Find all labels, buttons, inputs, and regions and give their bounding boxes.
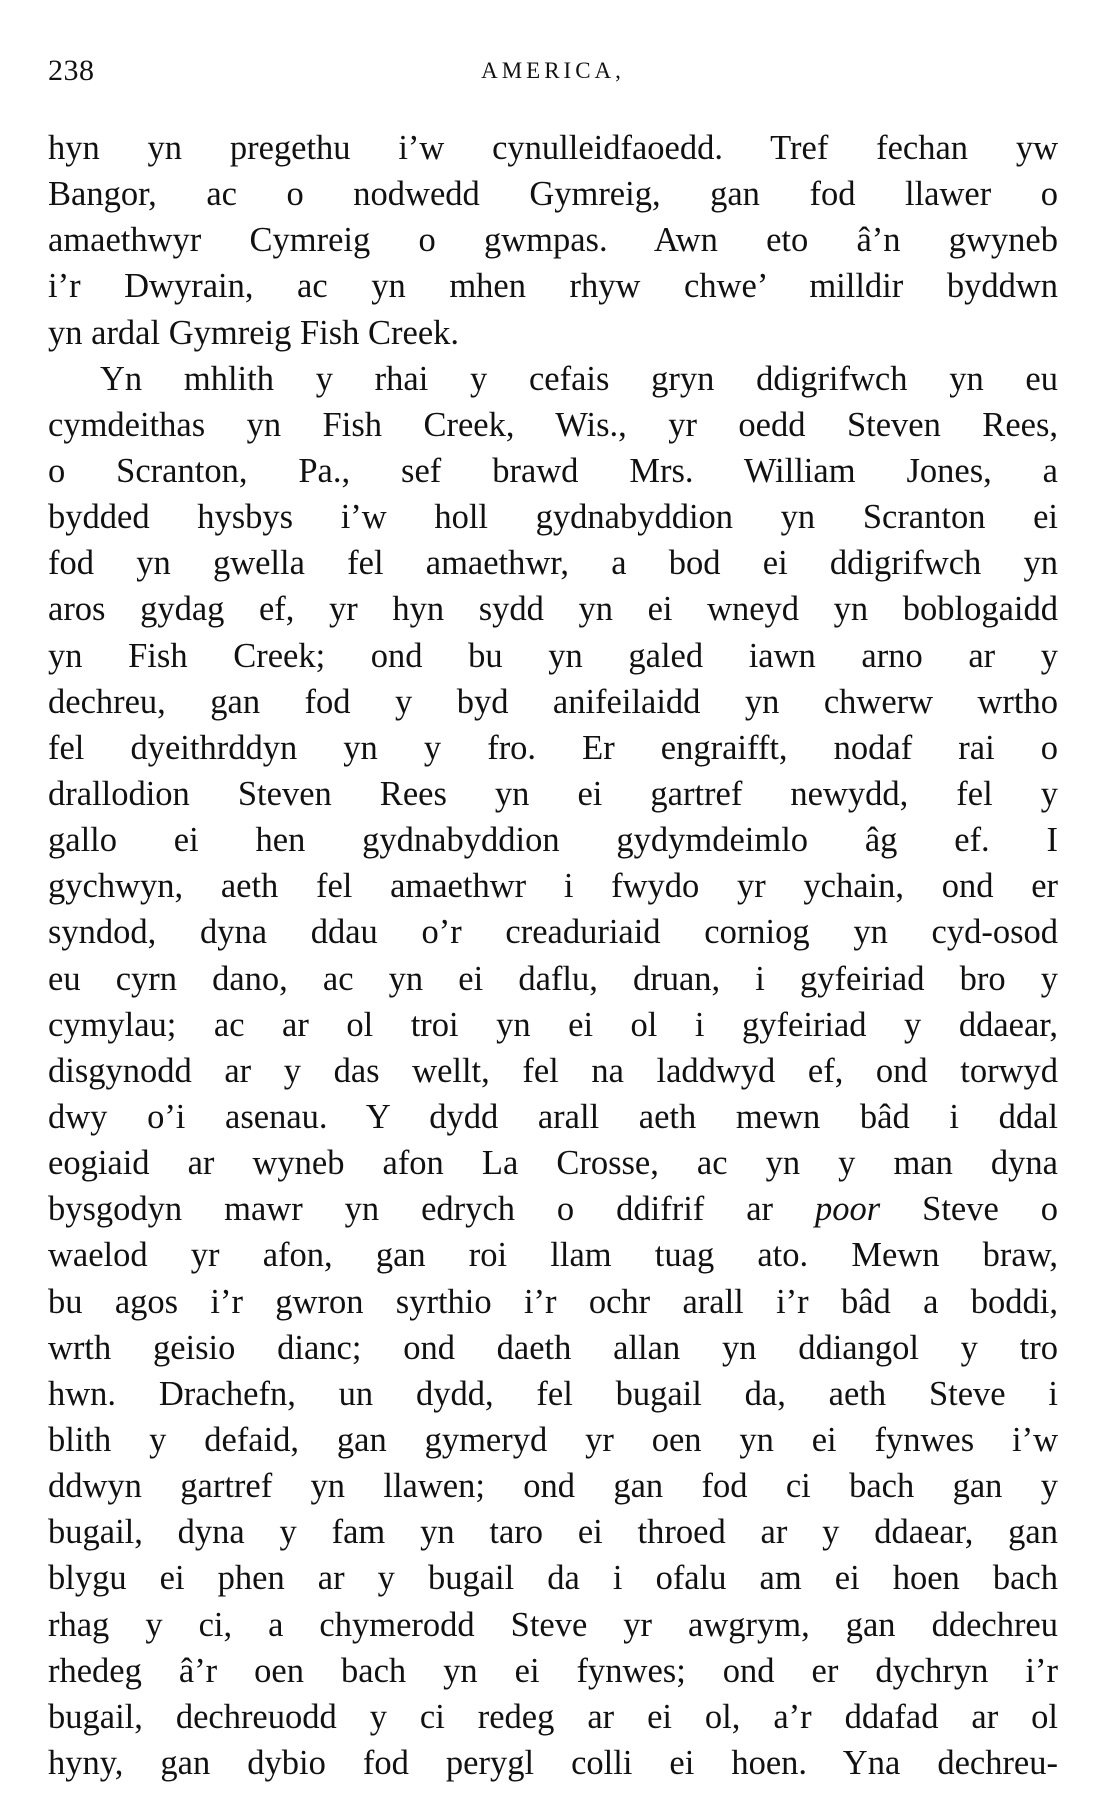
text-line: syndod, dyna ddau o’r creaduriaid corniog yn cyd-osod [48,913,1058,952]
text-line: amaethwyr Cymreig o gwmpas. Awn eto â’n gwyneb [48,221,1058,260]
page-number: 238 [48,54,95,87]
text-segment: bysgodyn mawr yn edrych o ddifrif ar [48,1190,815,1229]
text-line: o Scranton, Pa., sef brawd Mrs. William Jones, a [48,451,1058,490]
text-line: yn Fish Creek; ond bu yn galed iawn arno ar y [48,636,1058,675]
running-title: AMERICA, [481,58,625,83]
text-line: fod yn gwella fel amaethwr, a bod ei ddigrifwch yn [48,544,1058,583]
text-line: cymylau; ac ar ol troi yn ei ol i gyfeiriad y ddaear, [48,1005,1058,1044]
text-line: wrth geisio dianc; ond daeth allan yn ddiangol y tro [48,1328,1058,1367]
text-line: hwn. Drachefn, un dydd, fel bugail da, aeth Steve i [48,1374,1058,1413]
text-line: ddwyn gartref yn llawen; ond gan fod ci bach gan y [48,1467,1058,1506]
text-line: bugail, dechreuodd y ci redeg ar ei ol, a’r ddafad ar ol [48,1697,1058,1736]
paragraph-start-line: Yn mhlith y rhai y cefais gryn ddigrifwch yn eu [100,359,1058,398]
body-text [48,125,1058,1786]
text-line-with-italic [48,1186,1058,1232]
text-line: blygu ei phen ar y bugail da i ofalu am ei hoen bach [48,1559,1058,1598]
text-line: rhag y ci, a chymerodd Steve yr awgrym, gan ddechreu [48,1605,1058,1644]
text-line: aros gydag ef, yr hyn sydd yn ei wneyd yn boblogaidd [48,590,1058,629]
text-line: gallo ei hen gydnabyddion gydymdeimlo âg ef. I [48,821,1058,860]
text-line: Bangor, ac o nodwedd Gymreig, gan fod llawer o [48,175,1058,214]
text-line: rhedeg â’r oen bach yn ei fynwes; ond er dychryn i’r [48,1651,1058,1690]
italic-word: poor [815,1190,881,1229]
book-page [48,48,1058,1782]
paragraph-end-line: yn ardal Gymreig Fish Creek. [48,313,460,352]
running-head [48,48,1058,108]
text-line: dechreu, gan fod y byd anifeilaidd yn chwerw wrtho [48,682,1058,721]
text-line: eu cyrn dano, ac yn ei daflu, druan, i gyfeiriad bro y [48,959,1058,998]
text-line: dwy o’i asenau. Y dydd arall aeth mewn bâd i ddal [48,1097,1058,1136]
text-line: disgynodd ar y das wellt, fel na laddwyd ef, ond torwyd [48,1051,1058,1090]
text-line: hyny, gan dybio fod perygl colli ei hoen. Yna dechreu- [48,1743,1058,1782]
text-line: i’r Dwyrain, ac yn mhen rhyw chwe’ milldir byddwn [48,267,1058,306]
text-line: gychwyn, aeth fel amaethwr i fwydo yr ychain, ond er [48,867,1058,906]
text-segment: Steve o [880,1190,1058,1229]
text-line: bu agos i’r gwron syrthio i’r ochr arall i’r bâd a boddi, [48,1282,1058,1321]
text-line: blith y defaid, gan gymeryd yr oen yn ei fynwes i’w [48,1420,1058,1459]
text-line: bydded hysbys i’w holl gydnabyddion yn Scranton ei [48,498,1058,537]
text-line: cymdeithas yn Fish Creek, Wis., yr oedd Steven Rees, [48,405,1058,444]
text-line: drallodion Steven Rees yn ei gartref newydd, fel y [48,774,1058,813]
text-line: eogiaid ar wyneb afon La Crosse, ac yn y man dyna [48,1144,1058,1183]
text-line: fel dyeithrddyn yn y fro. Er engraifft, nodaf rai o [48,728,1058,767]
text-line: waelod yr afon, gan roi llam tuag ato. Mewn braw, [48,1236,1058,1275]
text-line: bugail, dyna y fam yn taro ei throed ar y ddaear, gan [48,1513,1058,1552]
text-line: hyn yn pregethu i’w cynulleidfaoedd. Tref fechan yw [48,129,1058,167]
